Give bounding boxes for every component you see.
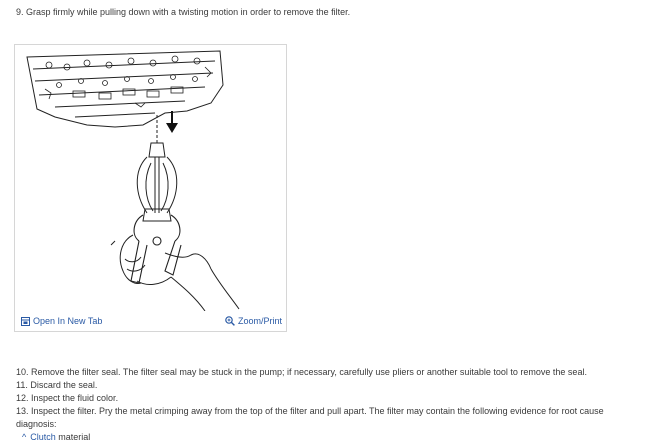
zoom-magnifier-icon xyxy=(225,316,235,326)
instruction-steps xyxy=(16,366,642,443)
step-9-text: 9. Grasp firmly while pulling down with a twisting motion in order to remove the filter. xyxy=(16,7,351,17)
step-10-text: 10. Remove the filter seal. The filter seal may be stuck in the pump; if necessary, carefully use pliers or another suitable tool to remove the seal. xyxy=(16,367,587,377)
zoom-print-link[interactable] xyxy=(225,316,282,326)
open-in-new-tab-label: Open In New Tab xyxy=(33,316,103,326)
clutch-link[interactable]: Clutch xyxy=(30,432,56,442)
open-in-new-tab-icon xyxy=(21,317,30,326)
filter-removal-illustration xyxy=(15,45,286,311)
evidence-list-item xyxy=(16,431,642,443)
zoom-print-label: Zoom/Print xyxy=(237,316,282,326)
step-11-text: 11. Discard the seal. xyxy=(16,380,98,390)
step-12-text: 12. Inspect the fluid color. xyxy=(16,393,119,403)
step-13-text: 13. Inspect the filter. Pry the metal crimping away from the top of the filter and pull apart. The filter may contain the following evidence for root cause diagnosis: xyxy=(16,406,604,429)
figure-toolbar xyxy=(15,311,286,331)
figure-panel xyxy=(14,44,287,332)
open-in-new-tab-link[interactable] xyxy=(21,316,102,326)
list-bullet-icon: ^ xyxy=(22,432,27,442)
evidence-item-text: material xyxy=(55,432,91,442)
